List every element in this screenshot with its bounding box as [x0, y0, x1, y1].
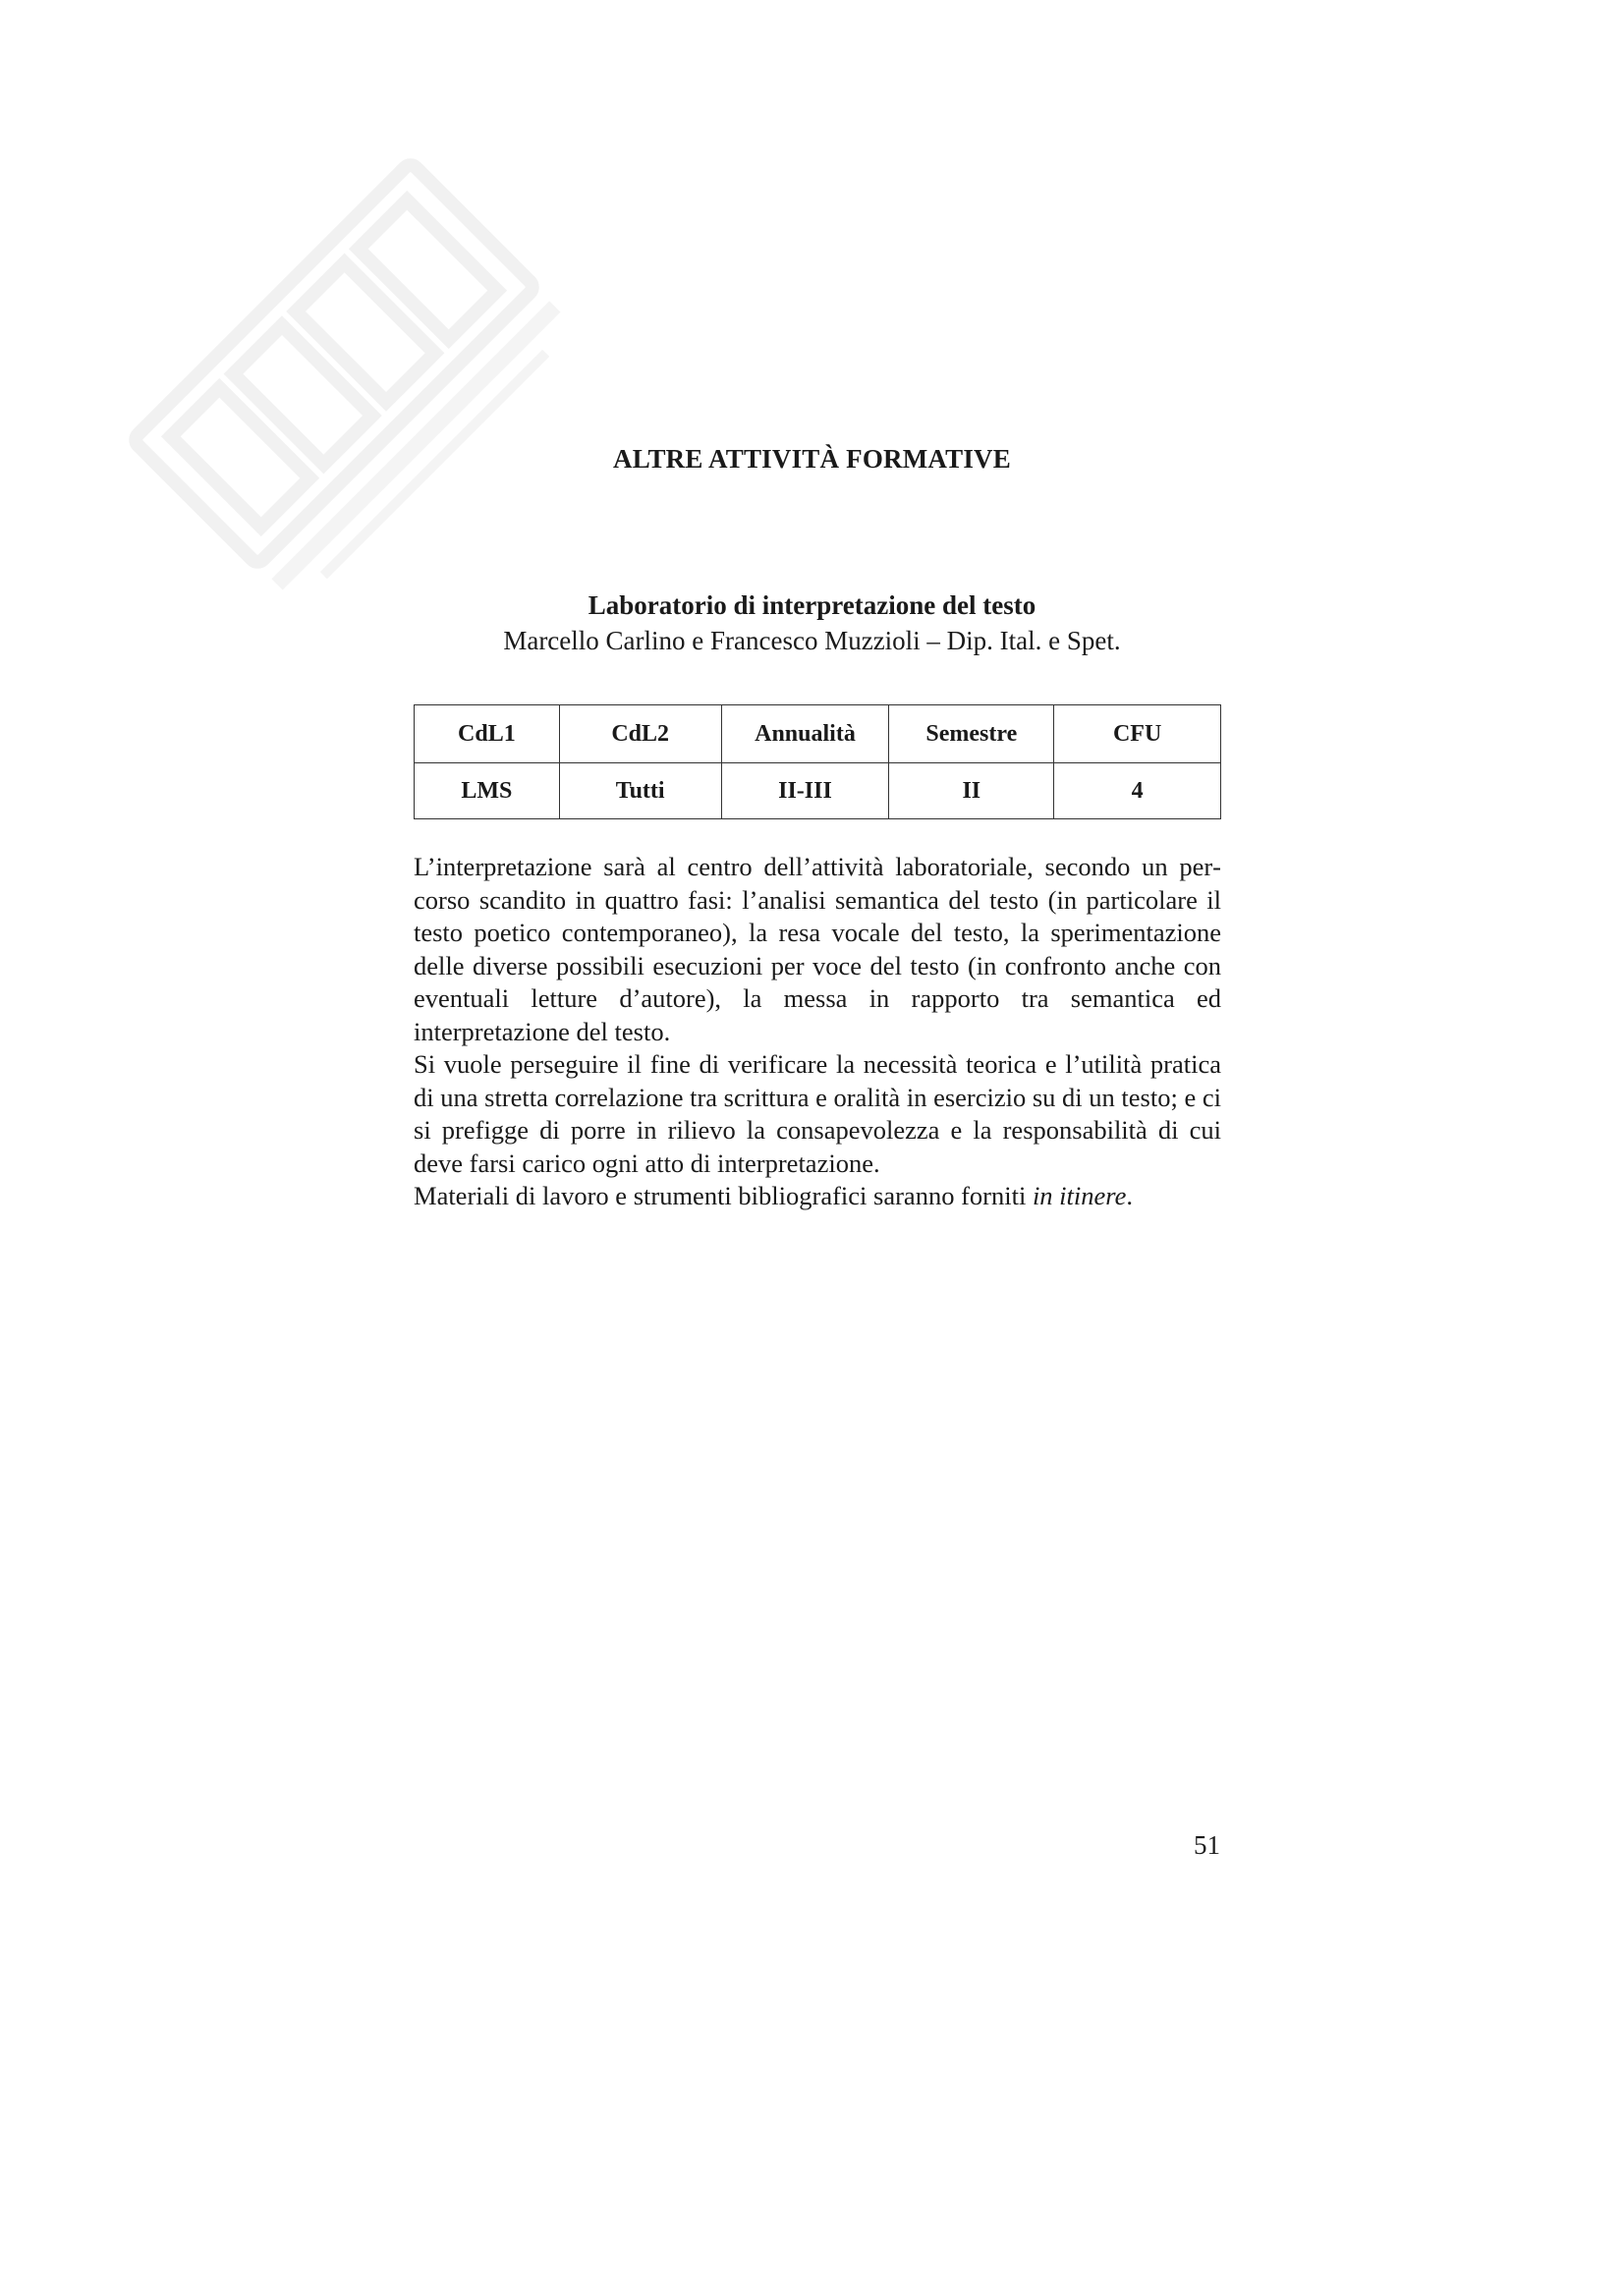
page-number: 51: [1194, 1830, 1220, 1860]
table-header-row: [415, 705, 1221, 763]
value-semestre: II: [889, 763, 1054, 819]
materials-text: Materiali di lavoro e strumenti bibliografici saranno forniti: [414, 1181, 1033, 1210]
value-cdl2: Tutti: [559, 763, 721, 819]
materials-period: .: [1126, 1181, 1133, 1210]
course-title: Laboratorio di interpretazione del testo: [588, 590, 1036, 620]
header-cfu: CFU: [1054, 705, 1221, 763]
description-paragraph-1: L’interpretazione sarà al centro dell’attività laboratoriale, secondo un percorso scandito in quattro fasi: l’analisi semantica del testo (in particolare il testo poetico contemporaneo), la resa vocale del testo, la sperimentazione delle diverse possibili esecuzioni per voce del testo (in confronto anche con eventuali letture d’autore), la messa in rapporto tra semantica ed interpretazione del testo.: [414, 852, 1221, 1046]
header-semestre: Semestre: [889, 705, 1054, 763]
course-teachers: Marcello Carlino e Francesco Muzzioli – Dip. Ital. e Spet.: [503, 626, 1121, 655]
in-itinere-italic: in itinere: [1032, 1181, 1127, 1210]
description-paragraph-3: [414, 1180, 1221, 1213]
value-cfu: 4: [1054, 763, 1221, 819]
header-cdl2: CdL2: [559, 705, 721, 763]
course-description: [414, 851, 1221, 1213]
description-paragraph-2: Si vuole perseguire il fine di verificare la necessità teorica e l’utilità pratica di una stretta correlazione tra scrittura e oralità in esercizio su di un testo; e ci si prefigge di porre in rilievo la consapevolezza e la responsabilità di cui deve farsi carico ogni atto di interpretazione.: [414, 1049, 1221, 1178]
header-cdl1: CdL1: [415, 705, 560, 763]
watermark-logo: [29, 59, 639, 668]
header-annualita: Annualità: [721, 705, 889, 763]
table-row: [415, 763, 1221, 819]
course-info-table: [414, 704, 1221, 819]
section-title: ALTRE ATTIVITÀ FORMATIVE: [613, 444, 1011, 474]
value-annualita: II-III: [721, 763, 889, 819]
value-cdl1: LMS: [415, 763, 560, 819]
